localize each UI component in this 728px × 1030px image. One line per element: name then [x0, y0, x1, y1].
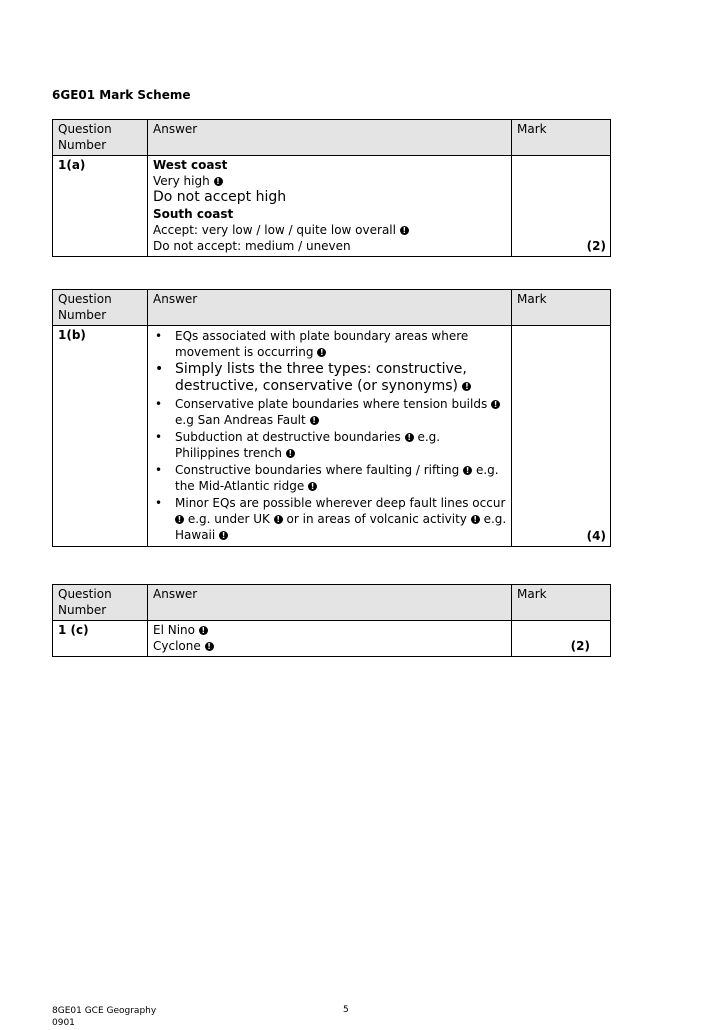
mark-header: Mark	[512, 120, 611, 156]
mark-header: Mark	[512, 290, 611, 326]
answer-point: El Nino !	[153, 622, 507, 638]
answer-cell	[148, 156, 512, 257]
question-number: 1(b)	[53, 326, 148, 547]
answer-bullet: • Subduction at destructive boundaries ! e.g. Philippines trench !	[153, 429, 507, 461]
answer-cell	[148, 326, 512, 547]
answer-point: Do not accept high	[153, 189, 287, 205]
mark-tick-icon: !	[405, 433, 414, 442]
mark-total: (4)	[586, 529, 606, 543]
answer-bullet: • EQs associated with plate boundary areas where movement is occurring !	[153, 328, 507, 360]
mark-tick-icon: !	[308, 482, 317, 491]
mark-tick-icon: !	[199, 626, 208, 635]
mark-cell	[512, 156, 611, 257]
mark-tick-icon: !	[400, 226, 409, 235]
mark-table-1a	[52, 119, 611, 257]
mark-total: (2)	[586, 239, 606, 253]
answer-cell	[148, 621, 512, 657]
table-header-row	[53, 585, 611, 621]
mark-tick-icon: !	[219, 531, 228, 540]
mark-header: Mark	[512, 585, 611, 621]
mark-tick-icon: !	[471, 515, 480, 524]
mark-tick-icon: !	[214, 177, 223, 186]
west-coast-heading: West coast	[153, 158, 228, 172]
table-header-row	[53, 120, 611, 156]
answer-bullet: • Conservative plate boundaries where tension builds ! e.g San Andreas Fault !	[153, 396, 507, 428]
mark-tick-icon: !	[205, 642, 214, 651]
south-coast-heading: South coast	[153, 207, 234, 221]
question-number-header: Question Number	[53, 290, 148, 326]
answer-bullet: • Simply lists the three types: constructive, destructive, conservative (or synonyms) !	[153, 361, 507, 395]
mark-table-1c	[52, 584, 611, 657]
table-row	[53, 326, 611, 547]
answer-point: Do not accept: medium / uneven	[153, 239, 351, 253]
footer-course: 8GE01 GCE Geography 0901	[52, 1006, 157, 1028]
mark-table-1b	[52, 289, 611, 547]
mark-tick-icon: !	[317, 348, 326, 357]
answer-header: Answer	[148, 290, 512, 326]
mark-tick-icon: !	[310, 416, 319, 425]
question-number-header: Question Number	[53, 120, 148, 156]
page-number: 5	[343, 1005, 349, 1015]
question-number: 1(a)	[53, 156, 148, 257]
answer-bullet: • Minor EQs are possible wherever deep fault lines occur ! e.g. under UK ! or in areas of volcanic activity ! e.g. Hawaii !	[153, 495, 507, 543]
answer-point: Accept: very low / low / quite low overall !	[153, 222, 507, 238]
page-title: 6GE01 Mark Scheme	[52, 88, 191, 102]
mark-tick-icon: !	[462, 382, 471, 391]
answer-bullet: • Constructive boundaries where faulting / rifting ! e.g. the Mid-Atlantic ridge !	[153, 462, 507, 494]
mark-tick-icon: !	[274, 515, 283, 524]
mark-tick-icon: !	[463, 466, 472, 475]
mark-total: (2)	[570, 639, 590, 653]
answer-point: Very high !	[153, 173, 507, 189]
table-header-row	[53, 290, 611, 326]
mark-cell	[512, 621, 611, 657]
answer-header: Answer	[148, 585, 512, 621]
mark-tick-icon: !	[491, 400, 500, 409]
mark-tick-icon: !	[286, 449, 295, 458]
question-number: 1 (c)	[53, 621, 148, 657]
table-row	[53, 621, 611, 657]
answer-header: Answer	[148, 120, 512, 156]
answer-point: Cyclone !	[153, 638, 507, 654]
mark-cell	[512, 326, 611, 547]
question-number-header: Question Number	[53, 585, 148, 621]
mark-tick-icon: !	[175, 515, 184, 524]
table-row	[53, 156, 611, 257]
